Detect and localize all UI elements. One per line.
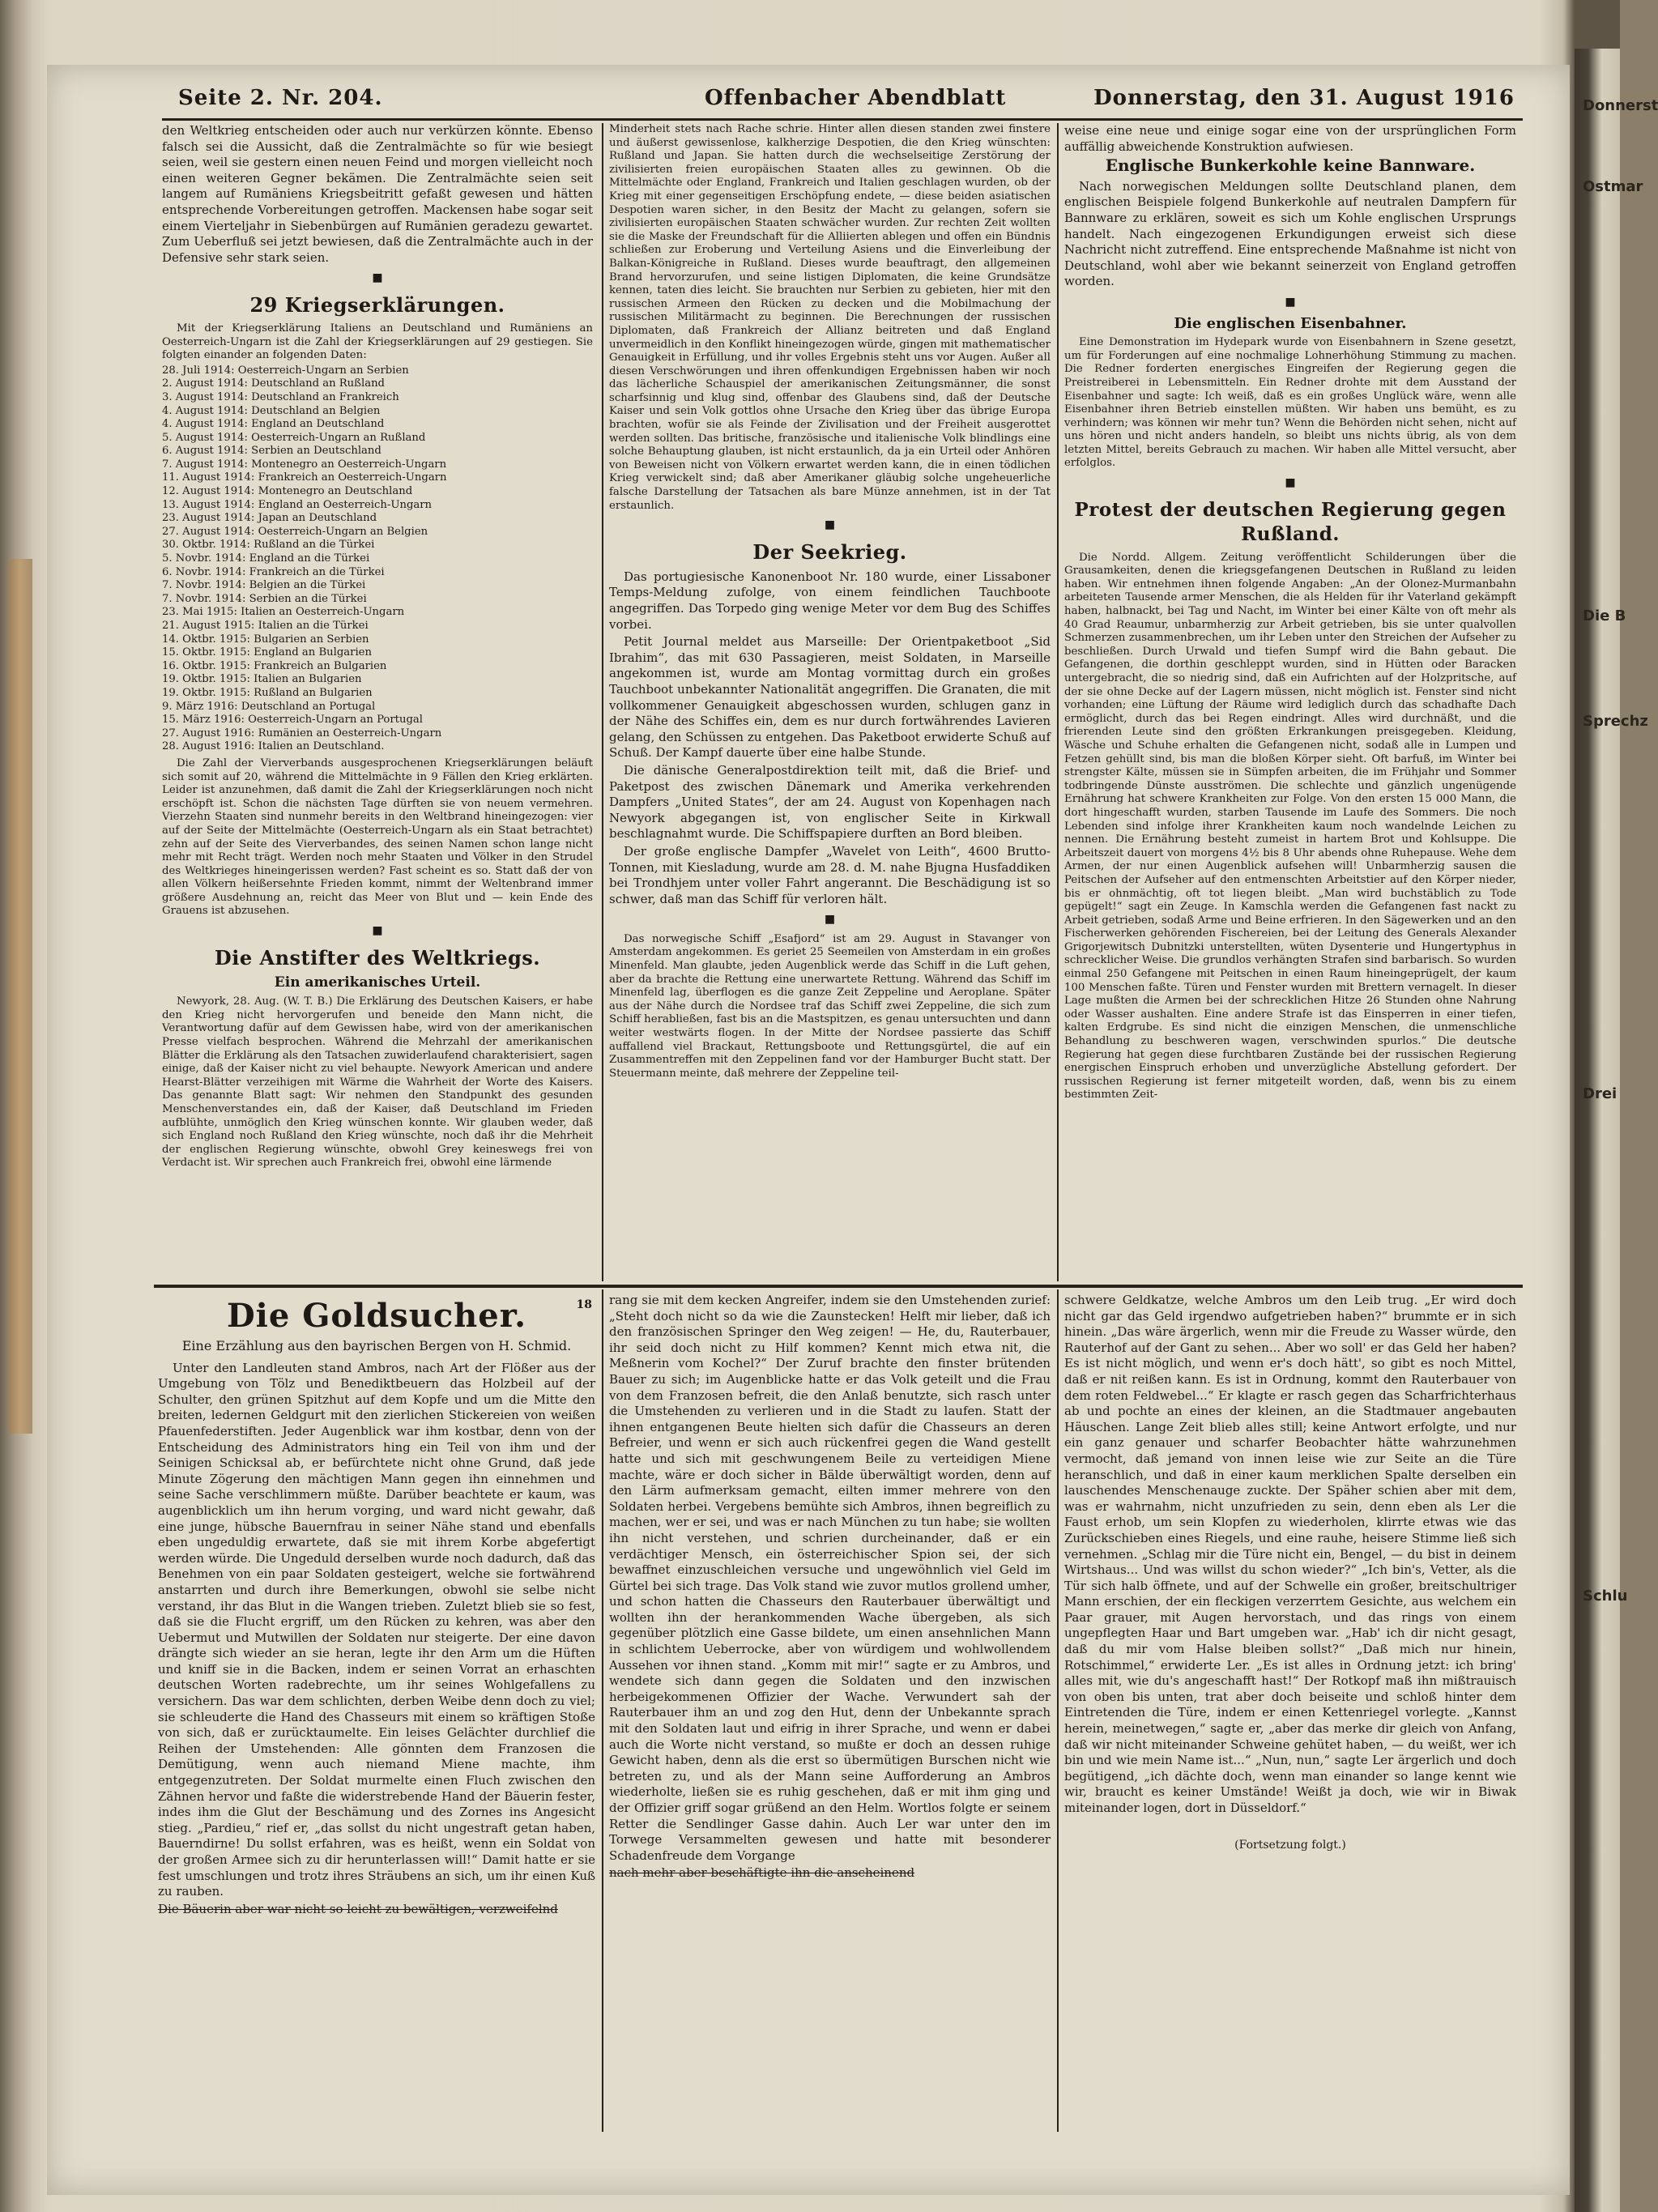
column-3 bbox=[1064, 123, 1516, 1281]
article-text: Newyork, 28. Aug. (W. T. B.) Die Erklärung des Deutschen Kaisers, er habe den Krieg nicht hervorgerufen und beneide den Mann nicht, die Verantwortung dafür auf dem Gewissen habe, wird von der amerikanischen Presse vielfach besprochen. Während die Mehrzahl der amerikanischen Blätter die Erklärung als den Tatsachen zuwiderlaufend charakterisiert, sagen einige, daß der Kaiser nicht zu viel behaupte. Newyork American und andere Hearst-Blätter verzeihigen mit Wärme die Wahrheit der Worte des Kaisers. Das genannte Blatt sagt: Wir nehmen den Standpunkt des gesunden Menschenverstandes ein, daß der Kaiser, daß Deutschland im Frieden aufblühte, unmöglich den Krieg wünschen konnte. Wir glauben weder, daß sich England noch Rußland den Krieg wünschte, noch daß ihr die Mehrheit der englischen Regierung wünschte, obwohl Grey keineswegs frei von Verdacht ist. Wir sprechen auch Frankreich frei, obwohl eine lärmende bbox=[162, 995, 593, 1170]
list-item: 4. August 1914: England an Deutschland bbox=[162, 418, 385, 431]
list-item: 19. Oktbr. 1915: Rußland an Bulgarien bbox=[162, 686, 373, 699]
list-item: 7. Novbr. 1914: Serbien an die Türkei bbox=[162, 592, 367, 605]
separator: ■ bbox=[824, 518, 836, 532]
list-item: 6. Novbr. 1914: Frankreich an die Türkei bbox=[162, 565, 385, 578]
separator: ■ bbox=[372, 271, 383, 285]
edge-label: Die B bbox=[1583, 607, 1626, 624]
separator: ■ bbox=[1285, 295, 1296, 309]
feuilleton-column-1 bbox=[158, 1293, 595, 2135]
story-text: rang sie mit dem kecken Angreifer, indem sie den Umstehenden zurief: „Steht doch nicht so da wie die Zaunstecken! Helft mir lieber, daß ich den französischen Springer den Weg zeigen! — He, du, Rauterbauer, ihr seid doch nicht zu Hilf kommen? Kennt mich etwa nit, die Meßnerin vom Kochel?“ Der Zuruf brachte den finster brütenden Bauer zu sich; im Augenblicke hatte er das Volk geteilt und die Frau von dem Franzosen befreit, die den Anlaß benutzte, sich rasch unter die Umstehenden zu verlieren und in die Stadt zu laufen. Statt der ihnen entgangenen Beute hielten sich dafür die Chasseurs an deren Befreier, und wenn er sich auch rückenfrei gegen die Wand gestellt hatte und sich mit geschwungenem Beile zu verteidigen Miene machte, wäre er doch sicher in Bälde überwältigt worden, denn auf den Lärm aufmerksam gemacht, eilten immer mehrere von den Soldaten herbei. Vergebens bemühte sich Ambros, ihnen begreiflich zu machen, wer er sei, und was er nach München zu tun habe; sie wollten ihn nicht verstehen, und schrien durcheinander, daß er ein verdächtiger Mensch, ein österreichischer Spion sei, der sich bewaffnet einzuschleichen versuche und ungewöhnlich viel Geld im Gürtel bei sich trage. Das Volk stand wie zuvor mutlos grollend umher, und schon hatten die Chasseurs den Rauterbauer überwältigt und wollten ihn der herankommenden Wache übergeben, als sich gegenüber plötzlich eine Gasse bildete, um einen ansehnlichen Mann in schlichtem Ueberrocke, aber von würdigem und wohlwollendem Aussehen vor ihnen stand. „Komm mit mir!“ sagte er zu Ambros, und wendete sich dann gegen die Soldaten und den inzwischen herbeigekommenen Offizier der Wache. Verwundert sah der Rauterbauer ihm an und zog den Hut, denn der Unbekannte sprach mit den Soldaten laut und eifrig in ihrer Sprache, und wenn er dabei auch die Worte nicht verstand, so mußte er doch an dessen ruhige Gewicht haben, denn als die erst so übermütigen Burschen nicht wie betreten zu, und als der Mann seine Aufforderung an Ambros wiederholte, ließen sie es ruhig geschehen, daß er mit ihm ging und der Offizier griff sogar grüßend an den Helm. Wortlos folgte er seinem Retter die Sendlinger Gasse dahin. Auch Ler war unter den im Torwege Versammelten gewesen und hatte mit besonderer Schadenfreude dem Vorgange bbox=[609, 1293, 1051, 1863]
column-divider bbox=[602, 123, 603, 1281]
list-item: 13. August 1914: England an Oesterreich-Ungarn bbox=[162, 498, 433, 511]
story-text: schwere Geldkatze, welche Ambros um den Leib trug. „Er wird doch nicht gar das Geld irgendwo aufgetrieben haben?“ brummte er in sich hinein. „Das wäre ärgerlich, wenn mir die Freude zu Wasser würde, den Rauterhof auf der Gant zu sehen... Aber wo soll' er das Geld her haben? Es ist nicht möglich, und wenn er's doch hätt', so gibt es noch Mittel, daß er nit reißen kann. Es ist in Ordnung, kommt den Rauterbauer von dem roten Feldwebel...“ Er klagte er rasch gegen das Scharfrichterhaus ab und pochte an eines der kleinen, an die Stadtmauer angebauten Häuschen. Lange Zeit blieb alles still; keine Antwort erfolgte, und nur ein ganz genauer und scharfer Beobachter hätte wahrzunehmen vermocht, daß jemand von innen leise wie zur Seite an die Türe heranschlich, und daß in einer kaum merklichen Spalte derselben ein lauschendes Menschenauge zuckte. Der Späher schien aber mit dem, was er wahrnahm, nicht unzufrieden zu sein, denn eben als Ler die Faust erhob, um sein Klopfen zu wiederholen, klirrte etwas wie das Zurückschieben eines Riegels, und eine rauhe, heisere Stimme ließ sich vernehmen. „Schlag mir die Türe nicht ein, Bengel, — du bist in deinem Wirtshaus... Und was willst du schon wieder?“ „Ich bin's, Vetter, als die Tür sich halb öffnete, und auf der Schwelle ein großer, breitschultriger Mann erschien, der ein fleckigen verzerrtem Gesichte, aus welchem ein Paar grauer, mit Augen hervorstach, und das rings von einem ungepflegten Haar und Bart umgeben war. „Hab' ich dir nicht gesagt, daß du mir vom Halse bleiben sollst?“ „Daß mich nur hinein, Rotschimmel,“ erwiderte Ler. „Es ist alles in Ordnung jetzt: ich bring' alles mit, wie du's angeschafft hast!“ Der Rotkopf maß ihn mißtrauisch von oben bis unten, trat aber doch beiseite und schloß hinter dem Eintretenden die Türe, indem er einen Kettenriegel vorlegte. „Kannst herein, meinetwegen,“ sagte er, „aber das merke dir gleich von Anfang, daß wir nicht miteinander Schweine gehütet haben, — du weißt, wer ich bin und wie mein Name ist...“ „Nun, nun,“ sagte Ler ärgerlich und doch begütigend, „ich dächte doch, wenn man einander so lange kennt wie wir, braucht es keiner Umstände! Weißt ja doch, wie wir in Biwak miteinander logen, dort in Düsseldorf.“ bbox=[1064, 1293, 1516, 1815]
feuilleton-column-2 bbox=[609, 1293, 1051, 2135]
list-item: 6. August 1914: Serbien an Deutschland bbox=[162, 445, 381, 458]
article-continuation: Minderheit stets nach Rache schrie. Hinter allen diesen standen zwei finstere und äußerst gewissenlose, kalkherzige Despotien, die den Krieg wünschten: Rußland und Japan. Sie hatten durch die wechselseitige Zerstörung der zivilisierten freien europäischen Staaten alles zu gewinnen. Ob die Mittelmächte oder England, Frankreich und Italien geschlagen wurden, ob der Krieg mit einer gegenseitigen Erschöpfung endete, — diese beiden asiatischen Despotien waren sicher, in den Besitz der Macht zu gelangen, sofern sie zivilisierten europäischen Staaten schwächer wurden. Zur rechten Zeit wollten sie die Maske der Freundschaft für die Alliierten ablegen und offen ein Bündnis schließen zur Eroberung und Verteilung Asiens und die Einverleibung der Balkan-Königreiche in Rußland. Dieses wurde beauftragt, den allgemeinen Brand hervorzurufen, und seine listigen Diplomaten, die keine Grundsätze kennen, taten dies leicht. Sie brauchten nur Serbien zu gebieten, hier mit den russischen Armeen den Rücken zu decken und die Mobilmachung der russischen Militärmacht zu beginnen. Die Berechnungen der russischen Diplomaten, daß Frankreich der Allianz beitreten und daß England unvermeidlich in den Konflikt hineingezogen würde, gingen mit mathematischer Genauigkeit in Erfüllung, und ihr volles Ergebnis steht uns vor Augen. Außer all diesen Verschwörungen und ihren offenkundigen Ergebnissen haben wir noch das lächerliche Schauspiel der amerikanischen Zeitungsmänner, die sonst scharfsinnig und klug sind, offenbar des Glaubens sind, daß der Deutsche Kaiser und sein Volk gottlos ohne Ursache den Krieg über das übrige Europa brachten, wofür sie als Feinde der Zivilisation und der Freiheit ausgerottet werden sollten. Das britische, französische und italienische Volk blindlings eine solche Behauptung glauben, ist nicht erstaunlich, da ja ein Urteil oder Anhören von Beweisen nicht von Völkern erwartet werden kann, die in einen tödlichen Krieg verwickelt sind; daß aber Amerikaner gläubig solche ungeheuerliche falsche Darstellung der Tatsachen als bare Münze annehmen, ist in der Tat erstaunlich. bbox=[609, 123, 1051, 512]
column-1 bbox=[162, 123, 593, 1281]
article-subtitle: Ein amerikanisches Urteil. bbox=[274, 974, 481, 991]
list-item: 7. August 1914: Montenegro an Oesterreich-Ungarn bbox=[162, 458, 447, 471]
story-subtitle: Eine Erzählung aus den bayrischen Bergen von H. Schmid. bbox=[181, 1338, 572, 1353]
list-item: 3. August 1914: Deutschland an Frankreich bbox=[162, 390, 399, 403]
list-item: 19. Oktbr. 1915: Italien an Bulgarien bbox=[162, 673, 362, 686]
article-text: Der große englische Dampfer „Wavelet von Leith“, 4600 Brutto-Tonnen, mit Kiesladung, wurde am 28. d. M. nahe Bjugna Husfaddiken bei Trondhjem unter voller Fahrt angerannt. Die Beschädigung ist so schwer, daß man das Schiff für verloren hält. bbox=[609, 843, 1051, 906]
newspaper-name: Offenbacher Abendblatt bbox=[705, 86, 1007, 110]
list-item: 5. August 1914: Oesterreich-Ungarn an Rußland bbox=[162, 431, 426, 444]
feuilleton-column-3 bbox=[1064, 1293, 1516, 2135]
list-item: 15. Oktbr. 1915: England an Bulgarien bbox=[162, 646, 372, 659]
column-divider bbox=[1057, 123, 1059, 1281]
separator: ■ bbox=[824, 913, 836, 927]
list-item: 9. März 1916: Deutschland an Portugal bbox=[162, 700, 376, 713]
feuilleton-rule bbox=[154, 1285, 1523, 1288]
story-text: Unter den Landleuten stand Ambros, nach Art der Flößer aus der Umgebung von Tölz und Benediktbeuern das Holzbeil auf der Schulter, den grünen Spitzhut auf dem Kopfe und um die Mitte den breiten, ledernen Geldgurt mit den zierlichen Stickereien von weißen Pfauenfederstiften. Jeder Augenblick war ihm kostbar, denn von der Entscheidung des Administrators hing ein Teil von ihm und der Seinigen Schicksal ab, er befürchtete nicht ohne Grund, daß jede Minute Zögerung den mächtigen Mann gegen ihn einnehmen und seine Sache verschlimmern müßte. Darüber beachtete er kaum, was augenblicklich um ihn herum vorging, und ward nicht gewahr, daß eine junge, hübsche Bauernfrau in seiner Nähe stand und ebenfalls eben ungeduldig erwartete, daß sie mit ihrem Korbe abgefertigt werden würde. Die Ungeduld derselben wurde noch dadurch, daß das Benehmen von ein paar Soldaten gesteigert, welche sie fortwährend anstarrten und durch ihre Bemerkungen, obwohl sie selbe nicht verstand, ihr das Blut in die Wangen trieben. Zuletzt blieb sie so fest, daß sie die Flucht ergriff, um den Rücken zu kehren, was aber den Uebermut und Mutwillen der Soldaten nur steigerte. Der eine davon drängte sich wieder an sie heran, legte ihr den Arm um die Hüften und kniff sie in die Backen, indem er seinen Vorrat an erhaschten deutschen Worten radebrechte, um ihr seines Wohlgefallens zu versichern. Das war dem schlichten, derben Weibe denn doch zu viel; sie schleuderte die Hand des Chasseurs mit einem so kräftigen Stoße von sich, daß er zurücktaumelte. Ein leises Gelächter durchlief die Reihen der Umstehenden: Alle gönnten dem Franzosen die Demütigung, wenn auch niemand Miene machte, ihm entgegenzutreten. Der Soldat murmelte einen Fluch zwischen den Zähnen hervor und faßte die widerstrebende Hand der Bäuerin fester, indes ihm die Glut der Beschämung und des Zornes ins Angesicht stieg. „Pardieu,“ rief er, „das sollst du nicht ungestraft getan haben, Bauerndirne! Du sollst erfahren, was es heißt, wenn ein Soldat von der großen Armee sich zu dir herunterlassen will!“ Damit hatte er sie fest umschlungen und trotz ihres Sträubens an sich, um ihr einen Kuß zu rauben. bbox=[158, 1360, 595, 1899]
adjacent-page-edge bbox=[1575, 49, 1658, 2212]
article-title: Die Anstifter des Weltkriegs. bbox=[214, 945, 541, 970]
column-divider bbox=[1057, 1289, 1059, 2132]
article-text: Das norwegische Schiff „Esafjord“ ist am 29. August in Stavanger von Amsterdam angekommen. Es geriet 25 Seemeilen von Amsterdam in ein großes Minenfeld. Man glaubte, jeden Augenblick werde das Schiff in die Luft gehen, aber da brachte die Rettung eine unerwartete Rettung. Während das Schiff im Minenfeld lag, überflogen es die ganze Zeit Zeppeline und Aeroplane. Später aus der Nähe durch die Nordsee traf das Schiff zwei Zeppeline, die sich zum Schiff herabließen, fast bis an die Mastspitzen, es genau untersuchten und dann weiter westwärts flogen. In der Mitte der Nordsee passierte das Schiff auffallend viel Brackaut, Rettungsboote und Rettungsgürtel, die auf ein Zusammentreffen mit den Zeppelinen fand vor der Hamburger Bucht statt. Der Steuermann meinte, daß mehrere der Zeppeline teil- bbox=[609, 932, 1051, 1080]
article-text: Die Zahl der Vierverbands ausgesprochenen Kriegserklärungen beläuft sich somit auf 20, während die Mittelmächte in 9 Fällen den Krieg erklärten. Leider ist anzunehmen, daß damit die Zahl der Kriegserklärungen noch nicht erschöpft ist. Schon die nächsten Tage dürften sie von neuem vermehren. Vierzehn Staaten sind nunmehr bereits in den Weltbrand hineingezogen: vier auf der Seite der Mittelmächte (Oesterreich-Ungarn als ein Staat betrachtet) zehn auf der Seite des Vierverbandes, des seinen Namen schon lange nicht mehr mit Recht trägt. Werden noch mehr Staaten und Völker in den Strudel des Weltkrieges hineingerissen werden? Fast scheint es so. Statt daß der von allen Völkern heißersehnte Frieden kommt, nimmt der Weltenbrand immer größere Ausdehnung an, reicht das Meer von Blut und — kein Ende des Grauens ist abzusehen. bbox=[162, 757, 593, 918]
continued-note: (Fortsetzung folgt.) bbox=[1234, 1838, 1346, 1852]
story-title: Die Goldsucher. bbox=[226, 1297, 527, 1335]
edge-label: Ostmar bbox=[1583, 178, 1643, 195]
installment-number: 18 bbox=[576, 1298, 592, 1311]
list-item: 7. Novbr. 1914: Belgien an die Türkei bbox=[162, 579, 366, 592]
story-text-last-line: nach mehr aber beschäftigte ihn die anscheinend bbox=[609, 1865, 915, 1881]
tape-strip bbox=[8, 559, 32, 1434]
edge-label: Donnerst bbox=[1583, 97, 1658, 114]
page-header bbox=[178, 81, 1515, 115]
list-item: 23. Mai 1915: Italien an Oesterreich-Ungarn bbox=[162, 606, 405, 619]
article-title: 29 Kriegserklärungen. bbox=[249, 292, 505, 317]
list-item: 2. August 1914: Deutschland an Rußland bbox=[162, 377, 385, 390]
column-2 bbox=[609, 123, 1051, 1281]
article-text: Eine Demonstration im Hydepark wurde von Eisenbahnern in Szene gesetzt, um für Forderungen auf eine nochmalige Lohnerhöhung Stimmung zu machen. Die Redner forderten energisches Eingreifen der Regierung gegen die Preistreiberei in Lebensmitteln. Ein Redner drohte mit dem Ausstand der Eisenbahner und sagte: Ich weiß, daß es ein großes Unglück wäre, wenn alle Eisenbahner ihren Betrieb einstellen müßten. Wir haben uns bemüht, es zu verhindern; was können wir mehr tun? Wenn die Behörden nicht sehen, nicht auf uns hören und nicht anders handeln, so bleibt uns nichts übrig, als von dem letzten Mittel, bereits Gebrauch zu machen. Wir haben alle Mittel versucht, aber erfolglos. bbox=[1064, 336, 1516, 470]
page-number: Seite 2. Nr. 204. bbox=[178, 86, 383, 110]
edge-label: Drei bbox=[1583, 1085, 1618, 1102]
article-title: Die englischen Eisenbahner. bbox=[1174, 314, 1407, 332]
declaration-list bbox=[162, 364, 593, 754]
list-item: 11. August 1914: Frankreich an Oesterreich-Ungarn bbox=[162, 471, 447, 484]
article-text: Nach norwegischen Meldungen sollte Deutschland planen, dem englischen Beispiele folgend Bunkerkohle auf neutralen Dampfern für Bannware zu erklären, soweit es sich um Kohle englischen Ursprungs handelt. Nach eingezogenen Erkundigungen erweist sich diese Nachricht nicht zutreffend. Eine entsprechende Maßnahme ist nicht von Deutschland, wohl aber wie bekannt seinerzeit von England getroffen worden. bbox=[1064, 178, 1516, 289]
list-item: 4. August 1914: Deutschland an Belgien bbox=[162, 404, 381, 417]
header-rule bbox=[162, 118, 1523, 121]
list-item: 21. August 1915: Italien an die Türkei bbox=[162, 620, 369, 632]
article-text: Die Nordd. Allgem. Zeitung veröffentlicht Schilderungen über die Grausamkeiten, denen die kriegsgefangenen Deutschen in Rußland zu leiden haben. Wir entnehmen ihnen folgende Angaben: „An der Olonez-Murmanbahn arbeiteten Tausende armer Menschen, die als Helden für ihr Vaterland gekämpft haben, halbnackt, bei Tag und Nacht, im Winter bei einer Kälte von oft mehr als 40 Grad Reaumur, unbarmherzig zur Arbeit getrieben, bis sie unter qualvollen Schmerzen zusammenbrechen, um ihr Leben unter den Streichen der Aufseher zu beschließen. Durch Urwald und tiefen Sumpf wird die Bahn gebaut. Die Gefangenen, die dorthin geschleppt wurden, sind in Hütten oder Baracken untergebracht, die so niedrig sind, daß ein Aufrichten auf der Holzpritsche, auf der sie ohne Decke auf der Lagern müssen, nicht möglich ist. Fenster sind nicht vorhanden; eine Lüftung der Räume wird lediglich durch das schadhafte Dach ermöglicht, durch das bei Regen eindringt. Alles wird durchnäßt, und die frierenden Leute sind den größten Erkrankungen preisgegeben. Kleidung, Wäsche und Schuhe erhalten die Gefangenen nicht, sodaß alle in Lumpen und Fetzen gehüllt sind, bis man die bloßen Körper sieht. Oft barfuß, im Winter bei strengster Kälte, müssen sie in Sümpfen arbeiten, die im Frühjahr und Sommer todbringende Dünste ausströmen. Die schlechte und gänzlich ungenügende Ernährung hat schwere Krankheiten zur Folge. Von den ersten 15 000 Mann, die dort hingeschafft wurden, starben Tausende im Laufe des Sommers. Die noch Lebenden sind infolge ihrer Krankheiten kaum noch wandelnde Leichen zu nennen. Die Ernährung besteht zumeist in hartem Brot und Kohlsuppe. Die Arbeitszeit dauert von morgens 4½ bis 8 Uhr abends ohne Ruhepause. Wehe dem Armen, der nur einen Augenblick aufsehen will! Unbarmherzig sausen die Peitschen der Aufseher auf den entmenschten Arbeitstier auf den Körper nieder, bis er ohnmächtig, oft tot liegen bleibt. „Man wird buchstäblich zu Tode gepügelt!“ sagt ein Zeuge. In Kamschla werden die Gefangenen fast nackt zu Arbeit getrieben, sodaß Arme und Beine erfrieren. In den Sägewerken und an den Fischerwerken gehörenden Fischereien, bei der Leitung des Generals Alexander Grigorjewitsch Dubnitzki unterstellten, wüten Dysenterie und Hungertyphus in schrecklicher Weise. Die grundlos verhängten Strafen sind barbarisch. So wurden einmal 250 Gefangene mit Peitschen in einen Raum hineingeprügelt, der kaum 100 Menschen faßte. Türen und Fenster wurden mit Brettern vernagelt. In dieser Lage mußten die Armen bei der schrecklichen Hitze 26 Stunden ohne Nahrung oder Wasser aushalten. Eine andere Strafe ist das Einsperren in einer tiefen, kalten Erdgrube. Es sind nicht die einzigen Menschen, die unmenschliche Behandlung zu beschweren wagen, verschwinden spurlos.“ Die deutsche Regierung hat gegen diese furchtbaren Zustände bei der russischen Regierung energischen Einspruch erhoben und unverzügliche Abstellung gefordert. Der russischen Regierung ist ferner mitgeteilt worden, daß, wenn bis zu einem bestimmten Zeit- bbox=[1064, 551, 1516, 1102]
list-item: 28. August 1916: Italien an Deutschland. bbox=[162, 740, 385, 753]
list-item: 14. Oktbr. 1915: Bulgarien an Serbien bbox=[162, 633, 369, 646]
list-item: 5. Novbr. 1914: England an die Türkei bbox=[162, 552, 370, 565]
separator: ■ bbox=[1285, 476, 1296, 490]
list-item: 27. August 1916: Rumänien an Oesterreich-Ungarn bbox=[162, 727, 442, 739]
article-continuation: weise eine neue und einige sogar eine von der ursprünglichen Form auffällig abweichende Konstruktion aufwiesen. bbox=[1064, 123, 1516, 154]
list-item: 12. August 1914: Montenegro an Deutschland bbox=[162, 485, 413, 498]
list-item: 27. August 1914: Oesterreich-Ungarn an Belgien bbox=[162, 525, 428, 538]
list-item: 23. August 1914: Japan an Deutschland bbox=[162, 512, 377, 525]
edge-label: Schlu bbox=[1583, 1588, 1628, 1605]
story-text-last-line: Die Bäuerin aber war nicht so leicht zu bewältigen, verzweifelnd bbox=[158, 1901, 558, 1916]
separator: ■ bbox=[372, 924, 383, 938]
article-continuation: den Weltkrieg entscheiden oder auch nur verkürzen könnte. Ebenso falsch sei die Aussicht, daß die Zentralmächte so für wie besiegt seien, weil sie gestern einen neuen Feind und morgen vielleicht noch einen weiteren Gegner bekämen. Die Zentralmächte seien seit langem auf Rumäniens Kriegsbeitritt gefaßt gewesen und hätten entsprechende Vorbereitungen getroffen. Mackensen habe sogar seit einem Vierteljahr in Siebenbürgen auf Rumänien geradezu gewartet. Zum Ueberfluß sei jetzt bewiesen, daß die Zentralmächte auch in der Defensive sehr stark seien. bbox=[162, 123, 593, 265]
article-title: Protest der deutschen Regierung gegen Rußland. bbox=[1074, 498, 1507, 545]
list-item: 16. Oktbr. 1915: Frankreich an Bulgarien bbox=[162, 659, 387, 672]
article-text: Petit Journal meldet aus Marseille: Der Orientpaketboot „Sid Ibrahim“, das mit 630 Passagieren, meist Soldaten, in Marseille angekommen ist, wurde am Montag vormittag durch ein großes Tauchboot unbekannter Nationalität angegriffen. Die Granaten, die mit vollkommener Genauigkeit abgeschossen wurden, schlugen ganz in der Nähe des Schiffes ein, dem es nur durch fortwährendes Lavieren gelang, den Schüssen zu entgehen. Das Paketboot erwiderte Schuß auf Schuß. Der Kampf dauerte über eine halbe Stunde. bbox=[609, 634, 1051, 761]
article-text: Mit der Kriegserklärung Italiens an Deutschland und Rumäniens an Oesterreich-Ungarn ist die Zahl der Kriegserklärungen auf 29 gestiegen. Sie folgten einander an folgenden Daten: bbox=[162, 322, 593, 362]
article-title: Der Seekrieg. bbox=[752, 539, 907, 564]
list-item: 15. März 1916: Oesterreich-Ungarn an Portugal bbox=[162, 714, 423, 727]
issue-date: Donnerstag, den 31. August 1916 bbox=[1093, 86, 1515, 110]
edge-label: Sprechz bbox=[1583, 713, 1648, 730]
list-item: 30. Oktbr. 1914: Rußland an die Türkei bbox=[162, 539, 375, 552]
list-item: 28. Juli 1914: Oesterreich-Ungarn an Serbien bbox=[162, 364, 409, 377]
column-divider bbox=[602, 1289, 603, 2132]
article-text: Die dänische Generalpostdirektion teilt mit, daß die Brief- und Paketpost des zwischen Dänemark und Amerika verkehrenden Dampfers „United States“, der am 24. August von Kopenhagen nach Newyork abgegangen ist, von englischer Seite in Kirkwall beschlagnahmt wurde. Die Schiffspapiere durften an Bord bleiben. bbox=[609, 762, 1051, 842]
article-title: Englische Bunkerkohle keine Bannware. bbox=[1105, 156, 1476, 176]
article-text: Das portugiesische Kanonenboot Nr. 180 wurde, einer Lissaboner Temps-Meldung zufolge, von einem feindlichen Tauchboote angegriffen. Das Torpedo ging wenige Meter vor dem Bug des Schiffes vorbei. bbox=[609, 569, 1051, 632]
